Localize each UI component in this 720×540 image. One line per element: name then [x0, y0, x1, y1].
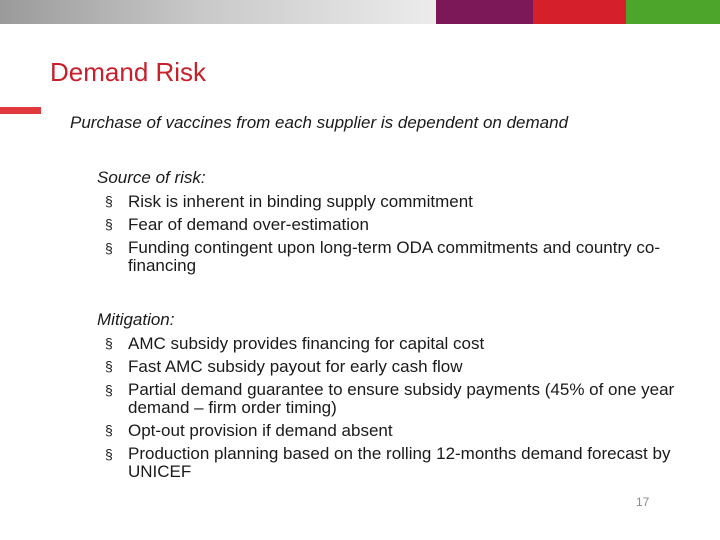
slide-subtitle: Purchase of vaccines from each supplier is dependent on demand	[70, 113, 569, 132]
list-item: § Funding contingent upon long-term ODA commitments and country co-financing	[105, 238, 660, 275]
page-number: 17	[636, 495, 650, 509]
mitigation-section	[97, 309, 697, 483]
list-item: § AMC subsidy provides financing for capital cost	[105, 334, 485, 353]
bullet-icon: §	[105, 358, 113, 374]
list-item: § Risk is inherent in binding supply commitment	[105, 192, 473, 211]
list-item: § Fast AMC subsidy payout for early cash flow	[105, 357, 463, 376]
list-item: § Opt-out provision if demand absent	[105, 421, 393, 440]
bullet-icon: §	[105, 335, 113, 351]
mitigation-heading: Mitigation:	[97, 310, 175, 329]
bullet-icon: §	[105, 382, 113, 398]
list-item: § Partial demand guarantee to ensure subsidy payments (45% of one year demand – firm order timing)	[105, 380, 675, 417]
bullet-icon: §	[105, 193, 113, 209]
source-of-risk-section	[97, 167, 697, 277]
bullet-icon: §	[105, 422, 113, 438]
bullet-icon: §	[105, 446, 113, 462]
band-red	[533, 0, 626, 24]
band-gray-gradient	[0, 0, 436, 24]
bullet-icon: §	[105, 240, 113, 256]
band-green	[626, 0, 720, 24]
title-accent-bar	[0, 107, 41, 114]
mitigation-list	[97, 332, 697, 481]
list-item: § Fear of demand over-estimation	[105, 215, 369, 234]
source-list	[97, 190, 697, 275]
band-purple	[436, 0, 533, 24]
source-heading: Source of risk:	[97, 168, 206, 187]
slide-title: Demand Risk	[50, 57, 207, 87]
bullet-icon: §	[105, 216, 113, 232]
list-item: § Production planning based on the rolling 12-months demand forecast by UNICEF	[105, 444, 671, 481]
top-color-band	[0, 0, 720, 24]
